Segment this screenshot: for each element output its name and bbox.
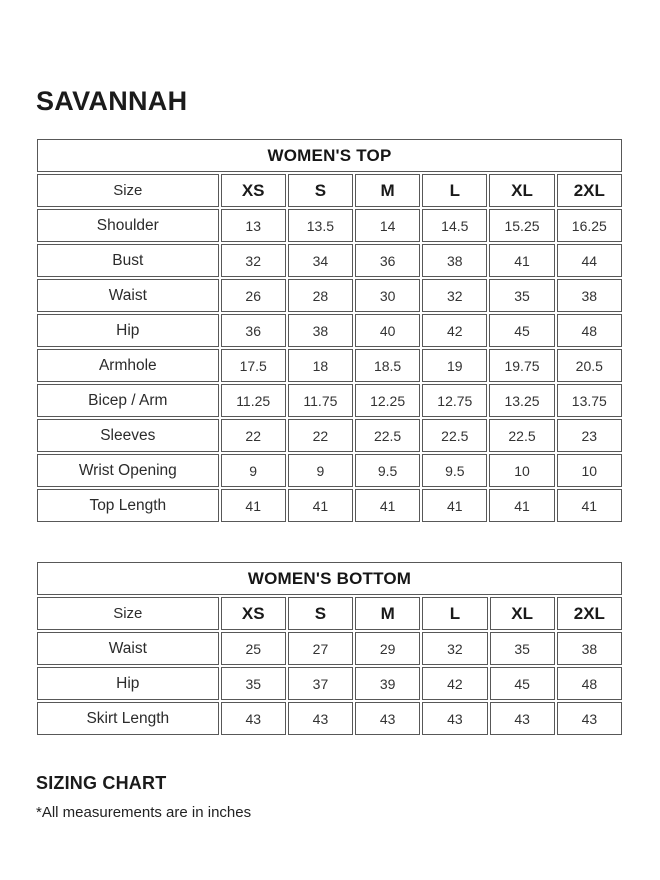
measurement-value: 12.25 [355,384,420,417]
table-row [37,384,622,417]
measurement-value: 36 [355,244,420,277]
measurement-value: 13 [221,209,286,242]
measurement-value: 43 [490,702,555,735]
measurement-value: 42 [422,667,487,700]
measurement-value: 43 [288,702,353,735]
measurement-value: 19 [422,349,487,382]
measurement-value: 32 [422,632,487,665]
measurement-value: 28 [288,279,353,312]
measurement-value: 10 [557,454,622,487]
measurement-value: 41 [557,489,622,522]
measurement-label: Top Length [37,489,219,522]
table-row [37,349,622,382]
measurement-value: 41 [355,489,420,522]
measurement-value: 13.25 [489,384,554,417]
table-title-row [37,562,622,595]
measurement-value: 38 [422,244,487,277]
measurement-label: Hip [37,314,219,347]
measurement-value: 13.5 [288,209,353,242]
size-header-cell: S [288,174,353,207]
size-header-cell: S [288,597,353,630]
size-header-cell: 2XL [557,597,622,630]
table-row [37,419,622,452]
table-row [37,489,622,522]
measurement-value: 35 [221,667,286,700]
measurement-value: 38 [557,279,622,312]
measurement-label: Armhole [37,349,219,382]
measurement-value: 48 [557,314,622,347]
measurement-value: 14 [355,209,420,242]
measurement-label: Bicep / Arm [37,384,219,417]
measurement-value: 18.5 [355,349,420,382]
measurement-value: 27 [288,632,353,665]
measurement-value: 45 [489,314,554,347]
table-row [37,702,622,735]
measurement-value: 17.5 [221,349,286,382]
measurement-value: 20.5 [557,349,622,382]
measurements-note: *All measurements are in inches [36,804,252,821]
measurement-value: 44 [557,244,622,277]
womens-top-table [35,137,624,524]
size-header-cell: 2XL [557,174,622,207]
measurement-value: 48 [557,667,622,700]
table-title: WOMEN'S BOTTOM [37,562,622,595]
measurement-value: 22 [288,419,353,452]
measurement-value: 29 [355,632,420,665]
measurement-value: 15.25 [489,209,554,242]
measurement-value: 22 [221,419,286,452]
measurement-value: 13.75 [557,384,622,417]
measurement-value: 36 [221,314,286,347]
measurement-value: 38 [288,314,353,347]
measurement-value: 43 [557,702,622,735]
measurement-label: Sleeves [37,419,219,452]
measurement-value: 45 [490,667,555,700]
measurement-value: 22.5 [489,419,554,452]
measurement-value: 39 [355,667,420,700]
measurement-label: Shoulder [37,209,219,242]
measurement-value: 34 [288,244,353,277]
measurement-value: 43 [355,702,420,735]
size-header-cell: XS [221,597,286,630]
size-header-cell: XL [490,597,555,630]
measurement-value: 9.5 [422,454,487,487]
measurement-value: 41 [221,489,286,522]
measurement-value: 35 [490,632,555,665]
measurement-label: Wrist Opening [37,454,219,487]
measurement-value: 18 [288,349,353,382]
table-row [37,279,622,312]
size-header-cell: M [355,174,420,207]
table-row [37,454,622,487]
size-header-cell: M [355,597,420,630]
size-column-label: Size [37,174,219,207]
size-header-cell: XS [221,174,286,207]
measurement-label: Waist [37,279,219,312]
measurement-value: 11.75 [288,384,353,417]
measurement-value: 41 [489,489,554,522]
measurement-value: 25 [221,632,286,665]
measurement-label: Hip [37,667,219,700]
measurement-value: 37 [288,667,353,700]
size-header-cell: L [422,597,487,630]
measurement-value: 40 [355,314,420,347]
size-header-cell: XL [489,174,554,207]
measurement-value: 12.75 [422,384,487,417]
measurement-label: Waist [37,632,219,665]
table-row [37,667,622,700]
measurement-value: 9 [221,454,286,487]
page-title: SAVANNAH [36,86,188,116]
table-title: WOMEN'S TOP [37,139,622,172]
measurement-value: 10 [489,454,554,487]
measurement-value: 32 [221,244,286,277]
table-row [37,632,622,665]
measurement-value: 26 [221,279,286,312]
size-header-cell: L [422,174,487,207]
table-row [37,314,622,347]
table-row [37,244,622,277]
measurement-value: 22.5 [355,419,420,452]
womens-bottom-section [35,560,625,737]
measurement-value: 23 [557,419,622,452]
table-title-row [37,139,622,172]
measurement-value: 43 [422,702,487,735]
womens-bottom-table [35,560,624,737]
measurement-value: 43 [221,702,286,735]
measurement-value: 32 [422,279,487,312]
measurement-value: 9 [288,454,353,487]
measurement-value: 41 [288,489,353,522]
measurement-value: 42 [422,314,487,347]
measurement-value: 38 [557,632,622,665]
measurement-value: 35 [489,279,554,312]
measurement-value: 14.5 [422,209,487,242]
sizing-chart-heading: SIZING CHART [36,773,167,793]
size-header-row [37,174,622,207]
measurement-value: 41 [422,489,487,522]
measurement-label: Bust [37,244,219,277]
measurement-value: 16.25 [557,209,622,242]
measurement-value: 22.5 [422,419,487,452]
size-header-row [37,597,622,630]
measurement-value: 41 [489,244,554,277]
measurement-label: Skirt Length [37,702,219,735]
measurement-value: 19.75 [489,349,554,382]
measurement-value: 30 [355,279,420,312]
measurement-value: 9.5 [355,454,420,487]
size-column-label: Size [37,597,219,630]
table-row [37,209,622,242]
womens-top-section [35,137,625,524]
measurement-value: 11.25 [221,384,286,417]
